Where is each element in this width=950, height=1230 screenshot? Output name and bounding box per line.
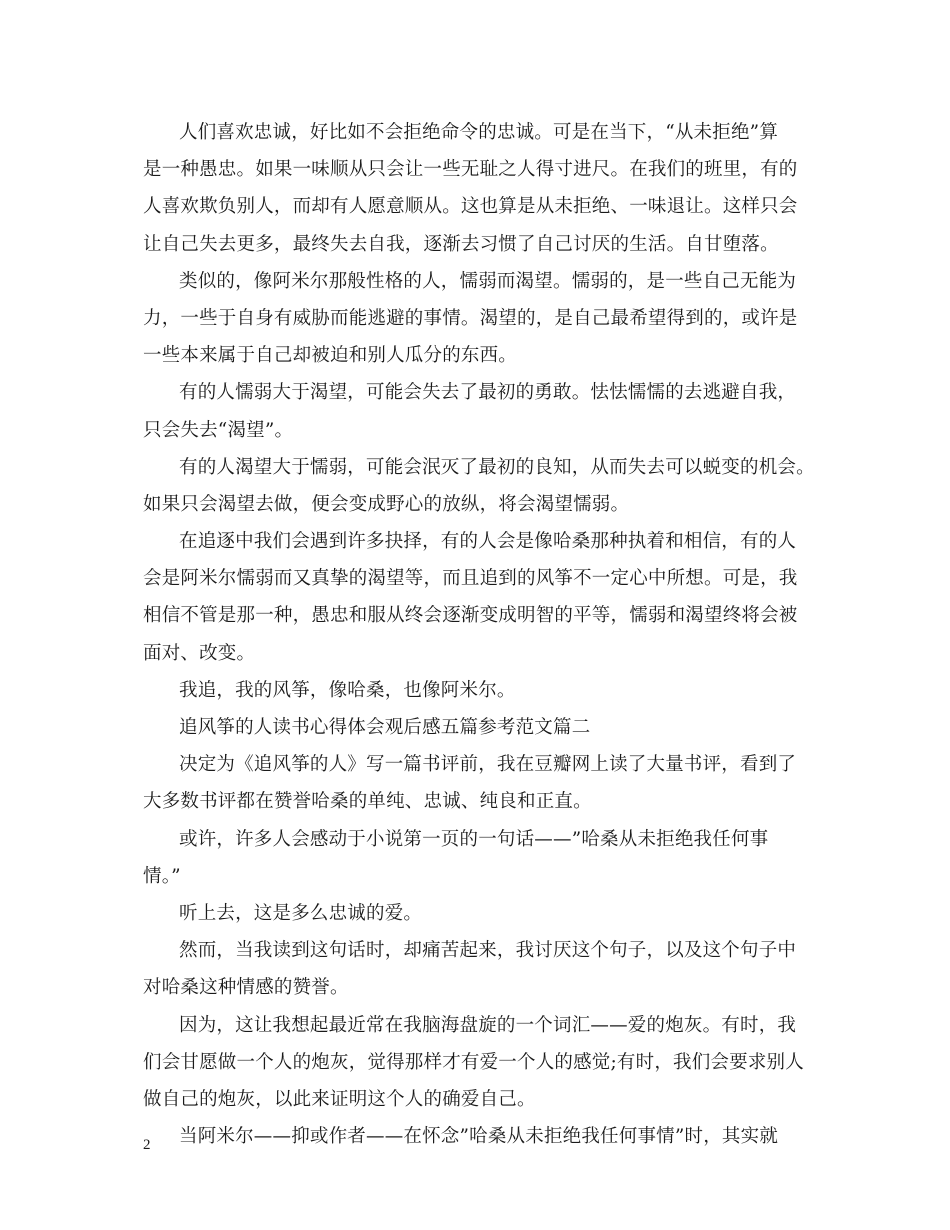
body-text — [143, 114, 823, 1155]
text-line: 相信不管是那一种，愚忠和服从终会逐渐变成明智的平等，懦弱和渴望终将会被 — [143, 605, 798, 627]
text-line: 让自己失去更多，最终失去自我，逐渐去习惯了自己讨厌的生活。自甘堕落。 — [143, 233, 779, 255]
text-line: 在追逐中我们会遇到许多抉择，有的人会是像哈桑那种执着和相信，有的人 — [179, 531, 797, 553]
text-line: 面对、改变。 — [143, 642, 256, 664]
text-line: 因为，这让我想起最近常在我脑海盘旋的一个词汇——爱的炮灰。有时，我 — [179, 1014, 797, 1036]
text-line: 是一种愚忠。如果一味顺从只会让一些无耻之人得寸进尺。在我们的班里，有的 — [143, 159, 798, 181]
text-line: 大多数书评都在赞誉哈桑的单纯、忠诚、纯良和正直。 — [143, 791, 592, 813]
page-number: 2 — [143, 1137, 151, 1153]
text-line: 当阿米尔——抑或作者——在怀念”哈桑从未拒绝我任何事情”时，其实就 — [179, 1126, 779, 1148]
section-heading: 追风筝的人读书心得体会观后感五篇参考范文篇二 — [179, 717, 591, 738]
text-line: 听上去，这是多么忠诚的爱。 — [179, 902, 423, 924]
text-line: 们会甘愿做一个人的炮灰，觉得那样才有爱一个人的感觉;有时，我们会要求别人 — [143, 1051, 804, 1073]
text-line: 只会失去“渴望”。 — [143, 419, 294, 441]
text-line: 力，一些于自身有威胁而能逃避的事情。渴望的，是自己最希望得到的，或许是 — [143, 307, 798, 329]
text-line: 会是阿米尔懦弱而又真挚的渴望等，而且追到的风筝不一定心中所想。可是，我 — [143, 568, 798, 590]
text-line: 情。” — [143, 865, 181, 887]
text-line: 然而，当我读到这句话时，却痛苦起来，我讨厌这个句子，以及这个句子中 — [179, 940, 797, 962]
text-line: 有的人渴望大于懦弱，可能会泯灭了最初的良知，从而失去可以蜕变的机会。 — [179, 456, 815, 478]
text-line: 一些本来属于自己却被迫和别人瓜分的东西。 — [143, 345, 518, 367]
text-line: 做自己的炮灰，以此来证明这个人的确爱自己。 — [143, 1088, 536, 1110]
text-line: 对哈桑这种情感的赞誉。 — [143, 977, 349, 999]
text-line: 或许，许多人会感动于小说第一页的一句话——”哈桑从未拒绝我任何事 — [179, 828, 769, 850]
text-line: 有的人懦弱大于渴望，可能会失去了最初的勇敢。怯怯懦懦的去逃避自我， — [179, 382, 797, 404]
text-line: 如果只会渴望去做，便会变成野心的放纵，将会渴望懦弱。 — [143, 493, 630, 515]
text-line: 决定为《追风筝的人》写一篇书评前，我在豆瓣网上读了大量书评，看到了 — [179, 754, 797, 776]
text-line: 人喜欢欺负别人，而却有人愿意顺从。这也算是从未拒绝、一味退让。这样只会 — [143, 196, 798, 218]
text-line: 人们喜欢忠诚，好比如不会拒绝命令的忠诚。可是在当下，“从未拒绝”算 — [179, 122, 779, 143]
text-line: 我追，我的风筝，像哈桑，也像阿米尔。 — [179, 679, 516, 701]
text-line: 类似的，像阿米尔那般性格的人，懦弱而渴望。懦弱的，是一些自己无能为 — [179, 270, 797, 292]
